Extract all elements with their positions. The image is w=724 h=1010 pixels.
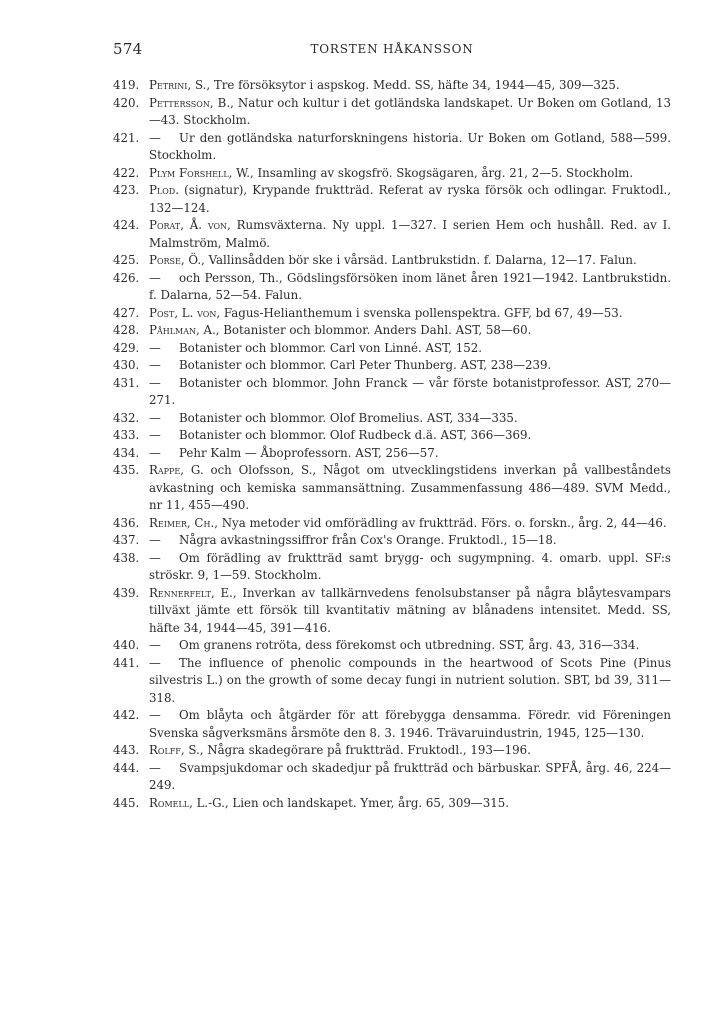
entry-citation: (signatur), Krypande fruktträd. Referat av ryska försök och odlingar. Fruktodl., 132—124. (149, 183, 671, 215)
entry-number: 419. (113, 78, 140, 92)
ditto-dash: — (149, 533, 161, 547)
entry-citation: Nya metoder vid omförädling av fruktträd. Förs. o. forskn., årg. 2, 44—46. (217, 515, 667, 530)
entry-text (149, 322, 671, 340)
entry-number: 435. (113, 463, 140, 477)
entry-number: 430. (113, 358, 140, 372)
entry-number: 431. (113, 375, 140, 390)
entry-author: Rennerfelt, E., (149, 585, 237, 600)
entry-citation: Svampsjukdomar och skadedjur på fruktträd och bärbuskar. SPFÅ, årg. 46, 224—249. (149, 760, 671, 792)
entry-text (149, 532, 671, 550)
entry-text (149, 742, 671, 760)
bibliography-entry (113, 585, 671, 638)
entry-number: 426. (113, 270, 140, 285)
bibliography-entry (113, 217, 671, 252)
ditto-dash: — (149, 708, 161, 722)
bibliography-entry (113, 305, 671, 323)
entry-citation: Pehr Kalm — Åboprofessorn. AST, 256—57. (179, 445, 439, 460)
entry-text (149, 760, 671, 795)
entry-author: Porat, Å. von, (149, 218, 231, 232)
entry-number: 441. (113, 655, 140, 670)
page-header (113, 40, 671, 62)
bibliography-entry (113, 532, 671, 550)
entry-citation: Om förädling av fruktträd samt brygg- och sugympning. 4. omarb. uppl. SF:s ströskr. 9, 1—59. Stockholm. (149, 550, 671, 582)
entry-text (149, 252, 671, 270)
entry-citation: Rumsväxterna. Ny uppl. 1—327. I serien Hem och hushåll. Red. av I. Malmström, Malmö. (149, 218, 671, 250)
entry-number: 425. (113, 253, 140, 267)
bibliography-entry (113, 130, 671, 165)
bibliography-entry (113, 252, 671, 270)
entry-number: 432. (113, 410, 140, 425)
entry-citation: Ur den gotländska naturforskningens historia. Ur Boken om Gotland, 588—599. Stockholm. (149, 130, 671, 162)
entry-citation: och Olofsson, S., Något om utvecklingstidens inverkan på vallbeståndets avkastning och kemiska sammansättning. Zusammenfassung 486—489. SVM Medd., nr 11, 455—490. (149, 463, 671, 512)
entry-number: 438. (113, 550, 140, 565)
bibliography-entry (113, 760, 671, 795)
entry-text (149, 795, 671, 813)
entry-citation: och Persson, Th., Gödslingsförsöken inom länet åren 1921—1942. Lantbrukstidn. f. Dalarna, 52—54. Falun. (149, 270, 671, 302)
entry-citation: The influence of phenolic compounds in the heartwood of Scots Pine (Pinus silvestris L.) on the growth of some decay fungi in nutrient solution. SBT, bd 39, 311—318. (149, 655, 671, 705)
bibliography-entry (113, 95, 671, 130)
entry-text (149, 462, 671, 515)
entry-citation: Botanister och blommor. John Franck — vår förste botanistprofessor. AST, 270—271. (149, 375, 671, 407)
entry-text (149, 637, 671, 655)
entry-number: 437. (113, 533, 140, 547)
entry-text (149, 550, 671, 585)
entry-number: 427. (113, 305, 140, 320)
entry-author: Pettersson, B., (149, 95, 234, 110)
entry-text (149, 515, 671, 533)
entry-author: Påhlman, A., (149, 323, 220, 337)
bibliography-entry (113, 462, 671, 515)
bibliography-entry (113, 637, 671, 655)
ditto-dash: — (149, 358, 161, 372)
entry-citation: Några skadegörare på fruktträd. Fruktodl., 193—196. (203, 743, 531, 757)
entry-number: 443. (113, 743, 140, 757)
entry-citation: Botanister och blommor. Anders Dahl. AST, 58—60. (219, 323, 532, 337)
entry-text (149, 585, 671, 638)
entry-number: 444. (113, 760, 140, 775)
entry-number: 433. (113, 428, 140, 442)
bibliography-entry (113, 427, 671, 445)
entry-number: 420. (113, 95, 140, 110)
bibliography-entry (113, 742, 671, 760)
entry-number: 423. (113, 183, 140, 197)
page-number: 574 (113, 40, 143, 58)
entry-number: 424. (113, 218, 140, 232)
entry-author: Plym Forshell, W., (149, 165, 254, 180)
entry-number: 436. (113, 515, 140, 530)
ditto-dash: — (149, 410, 161, 425)
entry-citation: Botanister och blommor. Olof Rudbeck d.ä. AST, 366—369. (179, 428, 532, 442)
ditto-dash: — (149, 428, 161, 442)
bibliography-entry (113, 707, 671, 742)
entry-number: 429. (113, 340, 140, 355)
bibliography-entry (113, 270, 671, 305)
entry-citation: Botanister och blommor. Carl von Linné. AST, 152. (179, 340, 483, 355)
bibliography-entry (113, 655, 671, 708)
ditto-dash: — (149, 655, 161, 670)
bibliography-entry (113, 182, 671, 217)
entry-text (149, 410, 671, 428)
ditto-dash: — (149, 375, 161, 390)
entry-number: 434. (113, 445, 140, 460)
entry-author: Rappe, G. (149, 463, 204, 477)
bibliography-entry (113, 375, 671, 410)
ditto-dash: — (149, 445, 161, 460)
entry-citation: Fagus-Helianthemum i svenska pollenspektra. GFF, bd 67, 49—53. (220, 305, 623, 320)
entry-number: 422. (113, 165, 140, 180)
entry-citation: Botanister och blommor. Olof Bromelius. AST, 334—335. (179, 410, 518, 425)
ditto-dash: — (149, 340, 161, 355)
entry-author: Petrini, S., (149, 78, 211, 92)
entry-citation: Botanister och blommor. Carl Peter Thunberg. AST, 238—239. (179, 358, 552, 372)
entry-text (149, 427, 671, 445)
bibliography-entry (113, 77, 671, 95)
ditto-dash: — (149, 130, 161, 145)
entry-citation: Vallinsådden bör ske i vårsäd. Lantbrukstidn. f. Dalarna, 12—17. Falun. (204, 253, 637, 267)
entry-text (149, 95, 671, 130)
bibliography-entry (113, 165, 671, 183)
entry-citation: Tre försöksytor i aspskog. Medd. SS, häfte 34, 1944—45, 309—325. (210, 78, 620, 92)
ditto-dash: — (149, 760, 161, 775)
ditto-dash: — (149, 550, 161, 565)
ditto-dash: — (149, 270, 161, 285)
entry-citation: Insamling av skogsfrö. Skogsägaren, årg. 21, 2—5. Stockholm. (253, 165, 634, 180)
entry-text (149, 707, 671, 742)
entry-citation: Om blåyta och åtgärder för att förebygga densamma. Föredr. vid Föreningen Svenska sågverksmäns årsmöte den 8. 3. 1946. Trävaruindustrin, 1945, 125—130. (149, 708, 671, 740)
bibliography-entry (113, 410, 671, 428)
bibliography-list (113, 77, 671, 812)
entry-text (149, 357, 671, 375)
bibliography-entry (113, 322, 671, 340)
bibliography-entry (113, 445, 671, 463)
entry-text (149, 340, 671, 358)
entry-author: Porse, Ö., (149, 253, 205, 267)
entry-text (149, 217, 671, 252)
entry-text (149, 655, 671, 708)
entry-text (149, 130, 671, 165)
entry-author: Romell, L.-G., (149, 795, 229, 810)
entry-text (149, 445, 671, 463)
entry-author: Reimer, Ch., (149, 515, 218, 530)
entry-citation: Lien och landskapet. Ymer, årg. 65, 309—315. (228, 795, 509, 810)
bibliography-entry (113, 515, 671, 533)
entry-citation: Inverkan av tallkärnvedens fenolsubstanser på några blåytesvampars tillväxt jämte ett försök till kvantitativ mätning av blånadens intensitet. Medd. SS, häfte 34, 1944—45, 391—416. (149, 585, 671, 635)
entry-citation: Om granens rotröta, dess förekomst och utbredning. SST, årg. 43, 316—334. (179, 638, 640, 652)
entry-number: 442. (113, 708, 140, 722)
entry-citation: Några avkastningssiffror från Cox's Orange. Fruktodl., 15—18. (179, 533, 557, 547)
bibliography-entry (113, 357, 671, 375)
entry-text (149, 165, 671, 183)
entry-text (149, 270, 671, 305)
entry-author: Post, L. von, (149, 305, 221, 320)
ditto-dash: — (149, 638, 161, 652)
entry-text (149, 305, 671, 323)
entry-number: 428. (113, 323, 140, 337)
bibliography-entry (113, 340, 671, 358)
entry-number: 445. (113, 795, 140, 810)
bibliography-entry (113, 795, 671, 813)
entry-author: Rolff, S., (149, 743, 204, 757)
entry-author: Plod. (149, 183, 179, 197)
running-title: TORSTEN HÅKANSSON (310, 42, 474, 56)
entry-number: 439. (113, 585, 140, 600)
entry-number: 421. (113, 130, 140, 145)
entry-text (149, 375, 671, 410)
bibliography-entry (113, 550, 671, 585)
entry-number: 440. (113, 638, 140, 652)
entry-text (149, 77, 671, 95)
entry-text (149, 182, 671, 217)
entry-citation: Natur och kultur i det gotländska landskapet. Ur Boken om Gotland, 13—43. Stockholm. (149, 95, 671, 127)
